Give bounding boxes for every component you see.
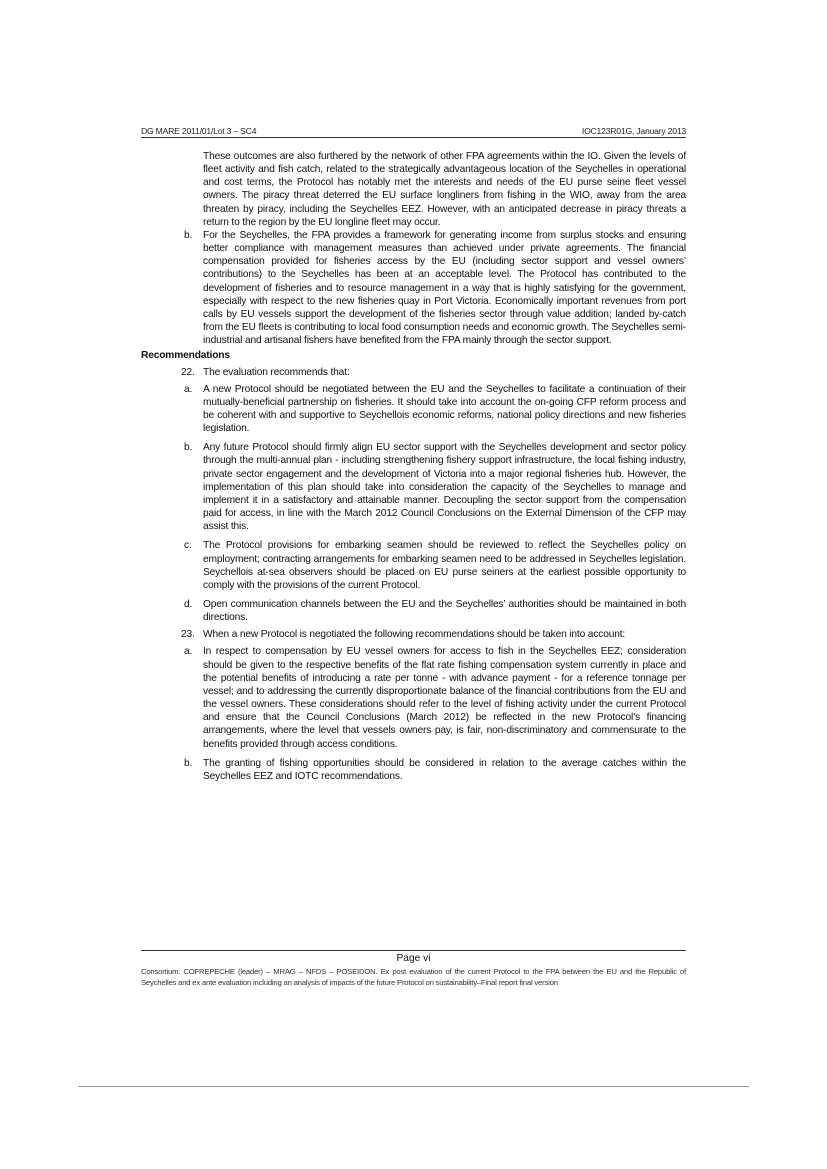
numbered-item-22 bbox=[141, 366, 686, 379]
list-marker: b. bbox=[184, 229, 193, 241]
list-item-text: For the Seychelles, the FPA provides a framework for generating income from surplus stocks and ensuring better compliance with management measures than achieved under private agreements. The financial compensation provided for fisheries access by the EU (including sector support and vessel owners’ contributions) to the Seychelles has been at an acceptable level. The Protocol has contributed to the development of fisheries and to resource management in a way that is highly satisfying for the government, especially with respect to the new fisheries quay in Port Victoria. Economically important revenues from port calls by EU vessels support the development of the fisheries sector through value addition; landed by-catch from the EU fleets is contributing to local food consumption needs and economic growth. The Seychelles semi-industrial and artisanal fishers have benefited from the FPA mainly through the sector support. bbox=[203, 229, 686, 347]
header-divider bbox=[141, 137, 686, 138]
document-body bbox=[141, 150, 686, 783]
list-marker: a. bbox=[184, 646, 193, 658]
item-text: When a new Protocol is negotiated the following recommendations should be taken into account: bbox=[203, 629, 626, 641]
header-document-id: IOC123R01G, January 2013 bbox=[581, 126, 686, 136]
list-item-text: The Protocol provisions for embarking seamen should be reviewed to reflect the Seychelles policy on employment; contracting arrangements for embarking seamen need to be addressed in Seychelles legislation. Seychellois at-sea observers should be placed on EU purse seiners at the earliest possible opportunity to comply with the provisions of the current Protocol. bbox=[203, 540, 686, 591]
list-item-text: Open communication channels between the EU and the Seychelles’ authorities should be maintained in both directions. bbox=[203, 599, 686, 624]
sub-item-23b bbox=[141, 757, 686, 783]
list-marker: c. bbox=[184, 540, 192, 552]
list-item-text: In respect to compensation by EU vessel owners for access to fish in the Seychelles EEZ; consideration should be given to the respective benefits of the flat rate fishing compensation system currently in place and the potential benefits of introducing a rate per tonne - with advance payment - for a reference tonnage per vessel; and to addressing the currently disproportionate balance of the financial contributions from the EU and the vessel owners. These considerations should refer to the level of fishing activity under the current Protocol and ensure that the Council Conclusions (March 2012) be reflected in the new Protocol’s financing arrangements, where the level that vessels owners pay, is fair, non-discriminatory and commensurate to the benefits provided through access conditions. bbox=[203, 646, 686, 750]
page-footer: Consortium: COFREPECHE (leader) – MRAG – NFDS – POSEIDON. Ex post evaluation of the current Protocol to the FPA between the EU and the Republic of Seychelles and ex ante evaluation including an analysis of impacts of the future Protocol on sustainability–Final report final version bbox=[141, 967, 686, 987]
item-number: 23. bbox=[181, 629, 195, 641]
sub-item-23a bbox=[141, 645, 686, 750]
recommendations-heading: Recommendations bbox=[141, 350, 230, 362]
header-reference: DG MARE 2011/01/Lot 3 – SC4 bbox=[141, 126, 257, 136]
list-marker: b. bbox=[184, 442, 193, 454]
list-marker: a. bbox=[184, 383, 193, 395]
sub-item-22c bbox=[141, 539, 686, 592]
list-marker: b. bbox=[184, 757, 193, 769]
sub-item-22d bbox=[141, 598, 686, 624]
list-item-b bbox=[141, 229, 686, 347]
sub-item-22a bbox=[141, 383, 686, 436]
item-number: 22. bbox=[181, 366, 195, 378]
footer-divider bbox=[141, 950, 686, 951]
page-bottom-divider bbox=[78, 1086, 749, 1087]
list-item-text: A new Protocol should be negotiated between the EU and the Seychelles to facilitate a continuation of their mutually-beneficial partnership on fisheries. It should take into account the on-going CFP reform process and be coherent with and supportive to Seychellois economic reforms, national policy directions and new fisheries legislation. bbox=[203, 383, 686, 435]
sub-item-22b bbox=[141, 441, 686, 533]
item-text: The evaluation recommends that: bbox=[203, 366, 350, 378]
page-number: Page vi bbox=[396, 953, 431, 964]
paragraph-a-continuation: These outcomes are also furthered by the network of other FPA agreements within the IO. Given the levels of fleet activity and fish catch, related to the strategically advantageous location of the Seychelles in operational and cost terms, the Protocol has notably met the interests and needs of the EU purse seine fleet vessel owners. The piracy threat deterred the EU surface longliners from fishing in the WIO, away from the area threaten by piracy, including the Seychelles EEZ. However, with an anticipated decrease in piracy threats a return to the region by the EU longline fleet may occur. bbox=[203, 151, 686, 228]
numbered-item-23 bbox=[141, 628, 686, 641]
list-item-text: Any future Protocol should firmly align EU sector support with the Seychelles development and sector policy through the multi-annual plan - including strengthening fishery support infrastructure, the local fishing industry, private sector engagement and the development of Victoria into a major regional fisheries hub. However, the implementation of this plan should take into consideration the capacity of the Seychelles to manage and implement it in a satisfactory and attainable manner. Decoupling the sector support from the compensation paid for access, in line with the March 2012 Council Conclusions on the External Dimension of the CFP may assist this. bbox=[203, 442, 686, 533]
list-item-text: The granting of fishing opportunities should be considered in relation to the average catches within the Seychelles EEZ and IOTC recommendations. bbox=[203, 757, 686, 782]
list-marker: d. bbox=[184, 599, 193, 610]
